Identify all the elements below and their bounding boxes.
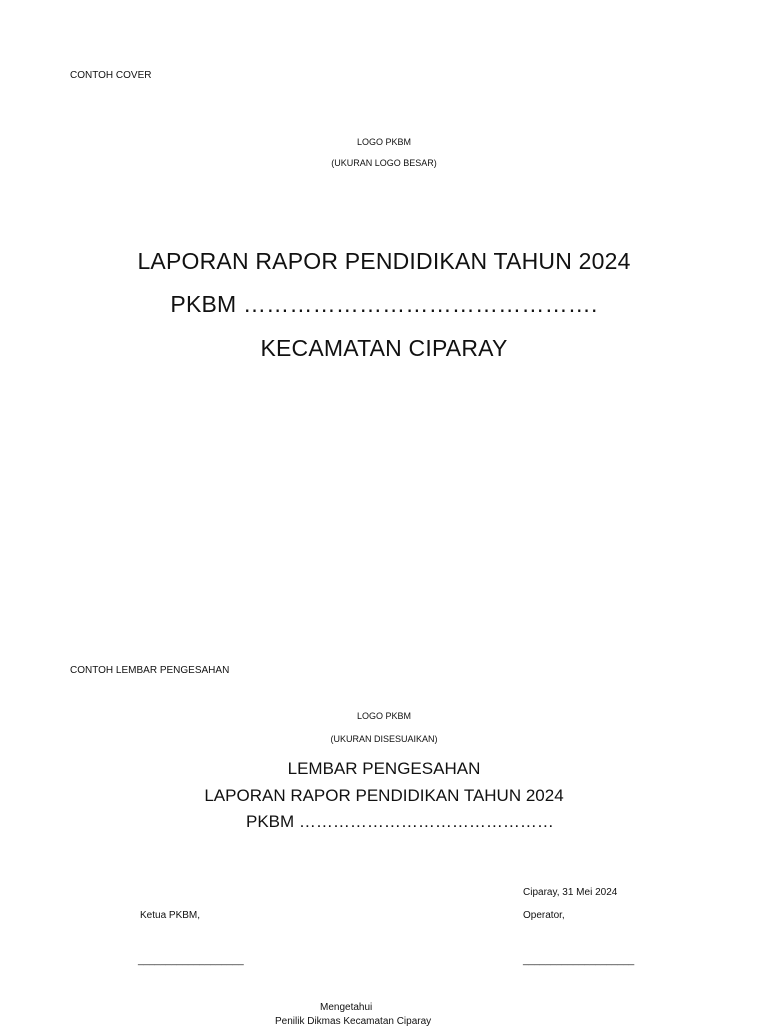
cover-logo-placeholder: LOGO PKBM [356, 137, 411, 147]
place-date: Ciparay, 31 Mei 2024 [523, 887, 618, 898]
right-signer-title: Operator, [523, 910, 565, 921]
left-signature-line: ___________________ [138, 955, 244, 966]
cover-logo-note: (UKURAN LOGO BESAR) [331, 158, 437, 168]
cover-title-line2: PKBM ………………………………………. [170, 291, 598, 317]
approval-logo-note: (UKURAN DISESUAIKAN) [330, 734, 438, 744]
acknowledged-label: Mengetahui [320, 1002, 373, 1013]
left-signer-title: Ketua PKBM, [140, 910, 201, 921]
cover-section-label: CONTOH COVER [70, 70, 152, 81]
right-signature-line: ____________________ [523, 955, 635, 966]
cover-title-line1: LAPORAN RAPOR PENDIDIKAN TAHUN 2024 [137, 248, 631, 274]
cover-title-line3: KECAMATAN CIPARAY [260, 335, 508, 361]
approval-logo-placeholder: LOGO PKBM [356, 711, 411, 721]
approval-title-line3: PKBM ……………………………………… [246, 812, 554, 831]
approval-title-line2: LAPORAN RAPOR PENDIDIKAN TAHUN 2024 [204, 786, 564, 805]
approval-section-label: CONTOH LEMBAR PENGESAHAN [70, 665, 230, 676]
approval-title-line1: LEMBAR PENGESAHAN [287, 759, 481, 778]
supervisor-title: Penilik Dikmas Kecamatan Ciparay [275, 1016, 432, 1027]
